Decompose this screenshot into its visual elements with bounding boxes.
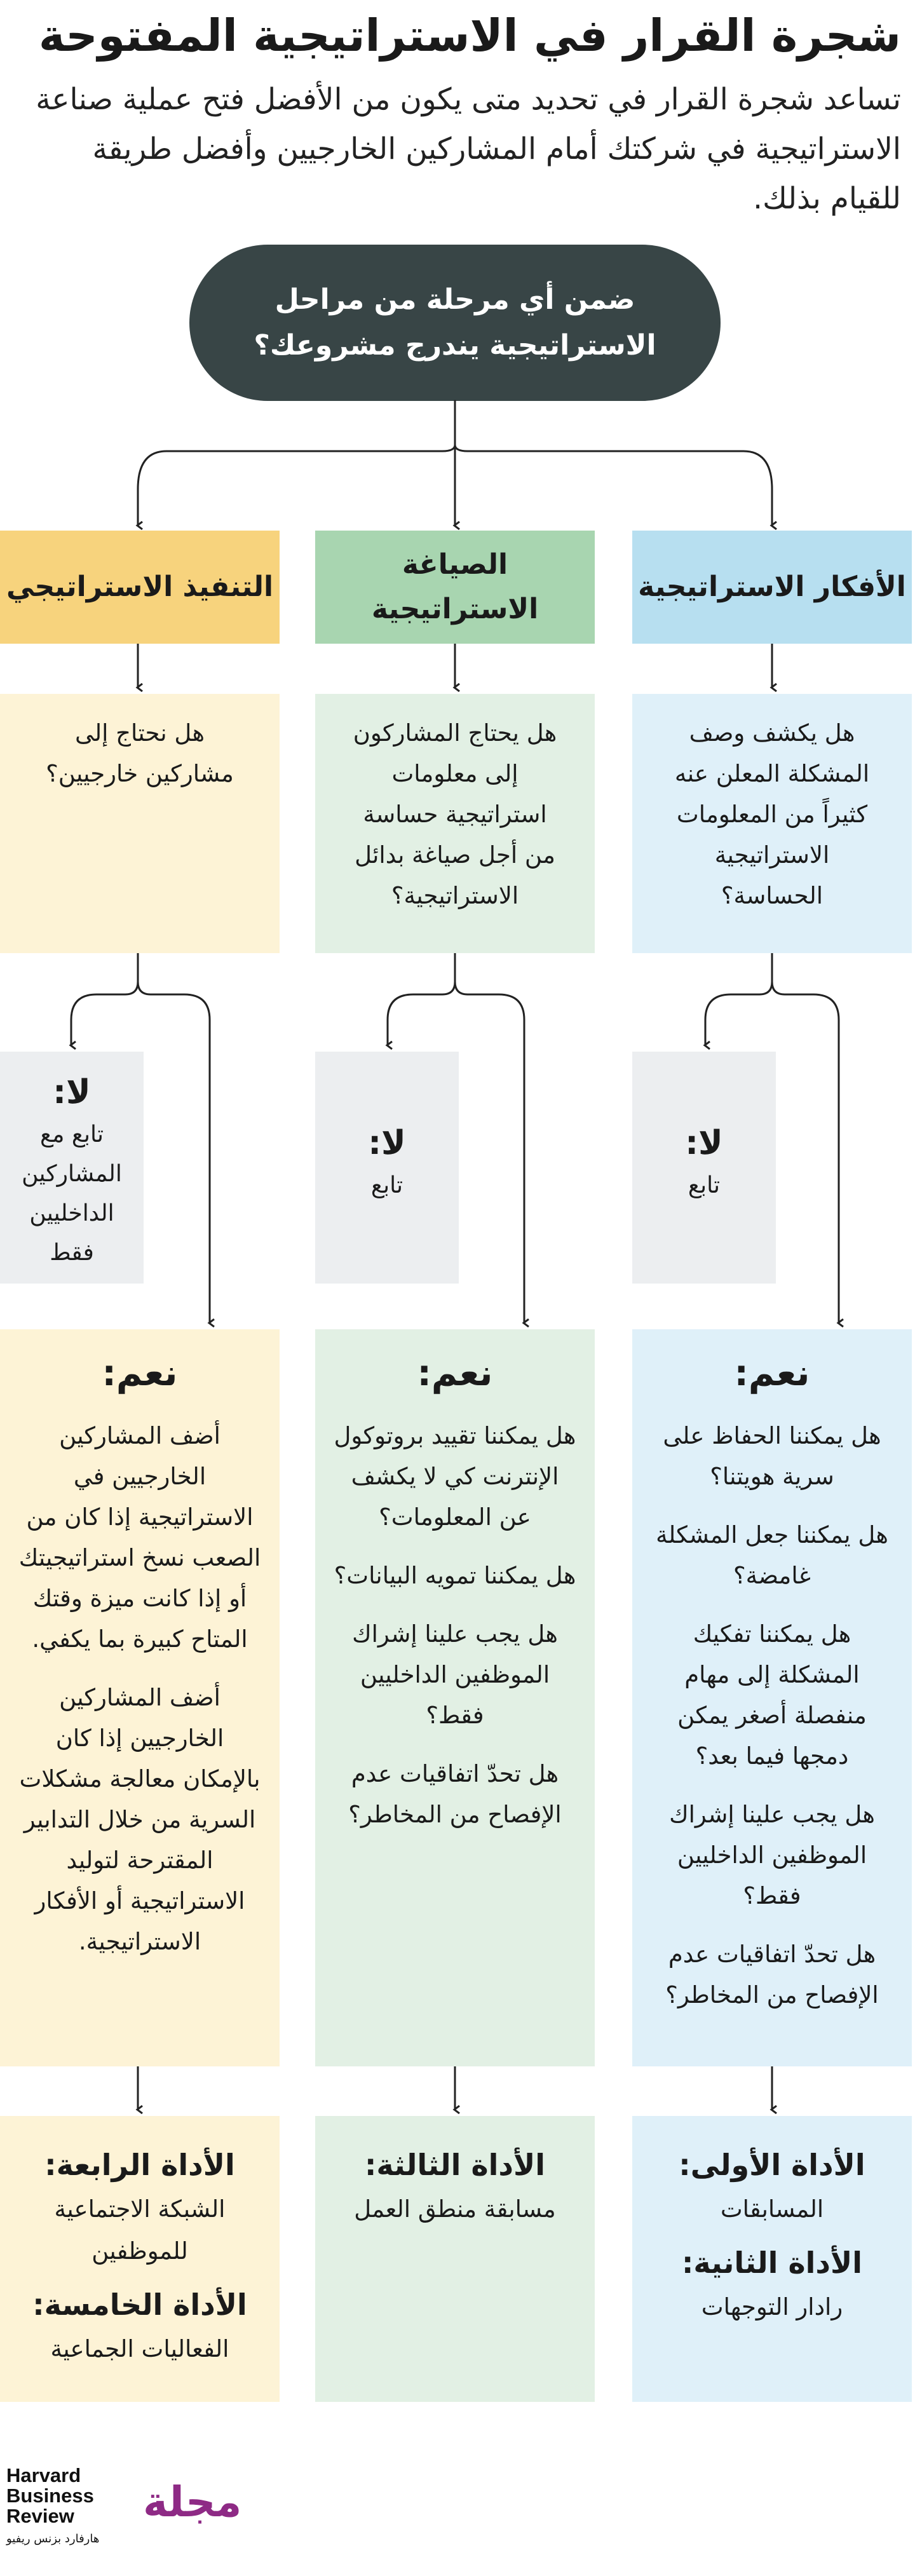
root-arrow-ideas [455, 401, 772, 525]
tools-box-formulation [315, 2116, 595, 2402]
tool-title: الأداة الثالثة: [365, 2148, 545, 2182]
yes-item: هل تحدّ اتفاقيات عدم الإفصاح من المخاطر؟ [665, 1941, 879, 2009]
page-subtitle: تساعد شجرة القرار في تحديد متى يكون من الأفضل فتح عملية صناعة الاستراتيجية في شركتك أمام المشاركين الخارجيين وأفضل طريقة للقيام بذلك. [36, 82, 901, 216]
tool-title: الأداة الخامسة: [32, 2288, 247, 2322]
no-title: لا: [368, 1124, 406, 1162]
yes-box-execution [0, 1329, 280, 2066]
tools-box-ideas [632, 2116, 912, 2402]
tool-title: الأداة الثانية: [682, 2246, 862, 2280]
branch-formulation-yes [455, 953, 524, 1323]
yes-box-ideas [632, 1329, 912, 2066]
no-text: تابع [370, 1172, 403, 1198]
branch-ideas-no [705, 953, 772, 1045]
tool-title: الأداة الرابعة: [44, 2148, 235, 2182]
yes-item: هل يمكننا جعل المشكلة غامضة؟ [656, 1521, 888, 1589]
no-title: لا: [685, 1124, 723, 1162]
tool-text: الفعاليات الجماعية [50, 2335, 229, 2362]
no-box-ideas [632, 1052, 776, 1284]
heading-formulation: الصياغة الاستراتيجية [315, 531, 595, 644]
no-box-formulation [315, 1052, 459, 1284]
yes-title: نعم: [734, 1353, 810, 1394]
tools-box-execution [0, 2116, 280, 2402]
yes-item: هل يمكننا تمويه البيانات؟ [334, 1562, 576, 1589]
no-box-execution [0, 1052, 144, 1284]
root-arrow-execution [138, 401, 455, 525]
yes-item: هل يمكننا تفكيك المشكلة إلى مهام منفصلة أصغر يمكن دمجها فيما بعد؟ [677, 1620, 867, 1770]
majalla-logo: مجلة [143, 2478, 242, 2526]
branch-execution-no [71, 953, 138, 1045]
yes-item: هل يجب علينا إشراك الموظفين الداخليين فقط؟ [352, 1620, 558, 1729]
heading-execution: التنفيذ الاستراتيجي [0, 531, 280, 644]
branch-execution-yes [138, 953, 210, 1323]
hbr-arabic-label: هارفارد بزنس ريفيو [6, 2532, 100, 2545]
yes-title: نعم: [102, 1353, 178, 1394]
branch-formulation-no [388, 953, 455, 1045]
question-formulation: هل يحتاج المشاركون إلى معلومات استراتيجية حساسة من أجل صياغة بدائل الاستراتيجية؟ [315, 694, 595, 953]
tool-text: المسابقات [720, 2195, 824, 2223]
no-text: تابع [688, 1172, 721, 1198]
tool-text: رادار التوجهات [701, 2293, 843, 2321]
hbr-logo: Harvard Business Review [6, 2464, 94, 2527]
no-text: تابع مع المشاركين الداخليين فقط [22, 1122, 122, 1266]
yes-item: هل يمكننا الحفاظ على سرية هويتنا؟ [663, 1422, 881, 1490]
heading-ideas: الأفكار الاستراتيجية [632, 531, 912, 644]
tool-text: الشبكة الاجتماعية للموظفين [54, 2195, 226, 2265]
yes-item: هل يمكننا تقييد بروتوكول الإنترنت كي لا يكشف عن المعلومات؟ [334, 1422, 576, 1531]
page-title: شجرة القرار في الاستراتيجية المفتوحة [38, 10, 901, 62]
tool-title: الأداة الأولى: [679, 2148, 865, 2182]
yes-item: أضف المشاركين الخارجيين إذا كان بالإمكان معالجة مشكلات السرية من خلال التدابير المقترحة لتوليد الاستراتيجية أو الأفكار الاستراتيجية. [19, 1684, 261, 1955]
question-execution: هل نحتاج إلى مشاركين خارجيين؟ [0, 694, 280, 953]
tool-text: مسابقة منطق العمل [354, 2195, 556, 2223]
no-title: لا: [53, 1073, 91, 1111]
yes-item: هل يجب علينا إشراك الموظفين الداخليين فقط؟ [669, 1801, 875, 1909]
yes-item: هل تحدّ اتفاقيات عدم الإفصاح من المخاطر؟ [348, 1760, 562, 1828]
root-question: ضمن أي مرحلة من مراحل الاستراتيجية يندرج مشروعك؟ [189, 245, 721, 401]
question-ideas: هل يكشف وصف المشكلة المعلن عنه كثيراً من المعلومات الاستراتيجية الحساسة؟ [632, 694, 912, 953]
branch-ideas-yes [772, 953, 839, 1323]
yes-item: أضف المشاركين الخارجيين في الاستراتيجية إذا كان من الصعب نسخ استراتيجيتك أو إذا كانت ميزة وقتك المتاح كبيرة بما يكفي. [18, 1422, 261, 1653]
yes-title: نعم: [417, 1353, 493, 1394]
yes-box-formulation [315, 1329, 595, 2066]
